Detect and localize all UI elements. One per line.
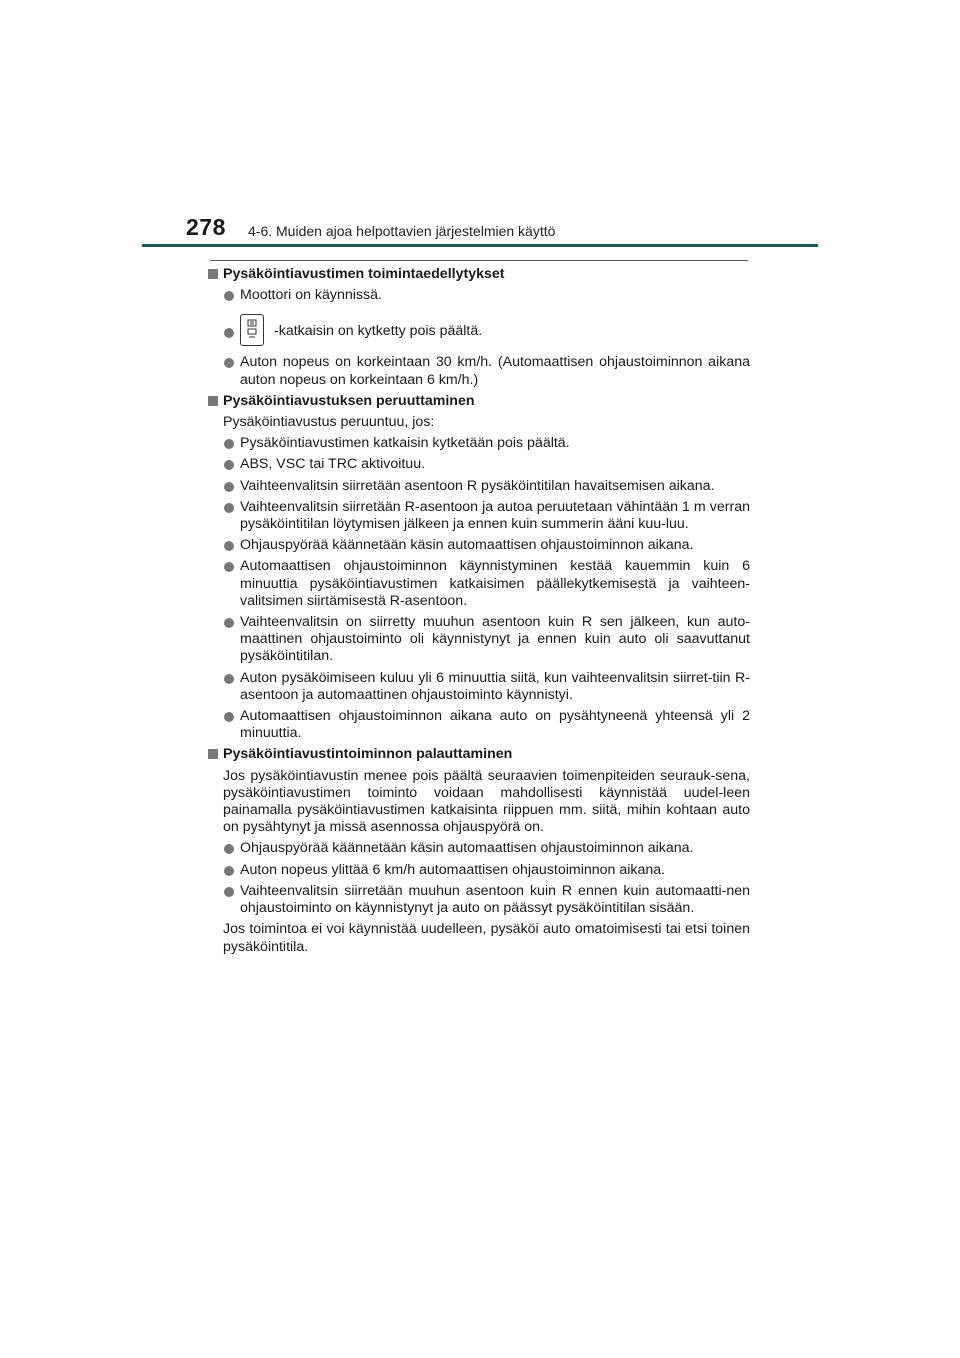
list-item: [208, 840, 750, 857]
list-item: [208, 614, 750, 666]
round-bullet-icon: [224, 712, 234, 722]
list-item: [208, 354, 750, 388]
square-bullet-icon: [208, 749, 218, 759]
list-item-text: Ohjauspyörää käännetään käsin automaattisen ohjaustoiminnon aikana.: [240, 840, 694, 857]
list-item-text: Auton pysäköimiseen kuluu yli 6 minuuttia siitä, kun vaihteenvalitsin siirret-tiin R-asentoon ja automaattinen ohjaustoiminto käynnistyi.: [240, 669, 750, 703]
round-bullet-icon: [224, 291, 234, 301]
list-item: [208, 499, 750, 533]
list-item-text: Vaihteenvalitsin on siirretty muuhun asentoon kuin R sen jälkeen, kun auto-maattinen ohjaustoiminto oli käynnistynyt ja ennen kuin auto oli saavuttanut pysäköintitilan.: [240, 614, 750, 665]
list-item-text: ABS, VSC tai TRC aktivoituu.: [240, 456, 426, 473]
square-bullet-icon: [208, 269, 218, 279]
round-bullet-icon: [224, 562, 234, 572]
list-item-text: Automaattisen ohjaustoiminnon käynnistyminen kestää kauemmin kuin 6 minuuttia pysäköintiavustimen katkaisimen päällekytkemisestä ja vaihteen-valitsimen siirtämisestä R-asentoon.: [240, 558, 750, 609]
list-item-text: Pysäköintiavustimen katkaisin kytketään pois päältä.: [240, 435, 570, 452]
round-bullet-icon: [224, 618, 234, 628]
list-item-text: Vaihteenvalitsin siirretään asentoon R pysäköintitilan havaitsemisen aikana.: [240, 477, 715, 494]
list-item-text: Vaihteenvalitsin siirretään R-asentoon ja autoa peruutetaan vähintään 1 m verran pysäköintitilan löytymisen jälkeen ja ennen kuin summerin ääni kuu-luu.: [240, 498, 750, 533]
round-bullet-icon: [224, 674, 234, 684]
heading-text: Pysäköintiavustintoiminnon palauttaminen: [223, 746, 513, 763]
chapter-title: 4-6. Muiden ajoa helpottavien järjestelmien käyttö: [248, 223, 556, 239]
section-intro: Jos pysäköintiavustin menee pois päältä seuraavien toimenpiteiden seurauk-sena, pysäköintiavustimen toiminto voidaan mahdollisesti käynnistää uudel-leen painamalla pysäköintiavustimen katkaisinta riippuen mm. siitä, mihin kohtaan auto on pysähtynyt ja missä asennossa ohjauspyörä on.: [223, 767, 750, 836]
page-number: 278: [186, 214, 226, 240]
list-item: [208, 883, 750, 917]
square-bullet-icon: [208, 396, 218, 406]
section-rule: [210, 260, 748, 261]
round-bullet-icon: [224, 439, 234, 449]
round-bullet-icon: [224, 328, 234, 338]
list-item: [208, 708, 750, 742]
round-bullet-icon: [224, 358, 234, 368]
round-bullet-icon: [224, 460, 234, 470]
list-item-text: Auton nopeus ylittää 6 km/h automaattisen ohjaustoiminnon aikana.: [240, 861, 666, 878]
list-item: [208, 314, 750, 352]
round-bullet-icon: [224, 887, 234, 897]
heading-text: Pysäköintiavustuksen peruuttaminen: [223, 392, 475, 409]
list-item-text: Ohjauspyörää käännetään käsin automaattisen ohjaustoiminnon aikana.: [240, 537, 694, 554]
list-item: [208, 537, 750, 554]
section-heading-conditions: [208, 266, 750, 283]
header-rule: [142, 244, 818, 247]
list-item-text: Moottori on käynnissä.: [240, 287, 382, 304]
round-bullet-icon: [224, 844, 234, 854]
list-item-text: Vaihteenvalitsin siirretään muuhun asentoon kuin R ennen kuin automaatti-nen ohjaustoiminto on käynnistynyt ja auto on päässyt pysäköintitilan sisään.: [240, 882, 750, 917]
list-item: [208, 670, 750, 704]
list-item-text: Auton nopeus on korkeintaan 30 km/h. (Automaattisen ohjaustoiminnon aikana auton nopeus on korkeintaan 6 km/h.): [240, 354, 750, 388]
page-content: [208, 266, 750, 960]
list-item: [208, 456, 750, 473]
list-item-text: Automaattisen ohjaustoiminnon aikana auto on pysähtyneenä yhteensä yli 2 minuuttia.: [240, 708, 750, 742]
list-item: [208, 862, 750, 879]
list-item: [208, 435, 750, 452]
section-outro: Jos toimintoa ei voi käynnistää uudelleen, pysäköi auto omatoimisesti tai etsi toinen pysäköintitila.: [223, 921, 750, 955]
round-bullet-icon: [224, 541, 234, 551]
round-bullet-icon: [224, 866, 234, 876]
round-bullet-icon: [224, 482, 234, 492]
section-heading-cancellation: [208, 393, 750, 410]
section-heading-restoring: [208, 746, 750, 763]
section-intro: Pysäköintiavustus peruuntuu, jos:: [223, 414, 435, 431]
list-item: [208, 478, 750, 495]
round-bullet-icon: [224, 503, 234, 513]
parking-assist-switch-icon: [240, 314, 264, 346]
list-item: [208, 558, 750, 610]
list-item-text: -katkaisin on kytketty pois päältä.: [274, 323, 483, 340]
list-item: [208, 287, 750, 304]
heading-text: Pysäköintiavustimen toimintaedellytykset: [223, 266, 505, 282]
